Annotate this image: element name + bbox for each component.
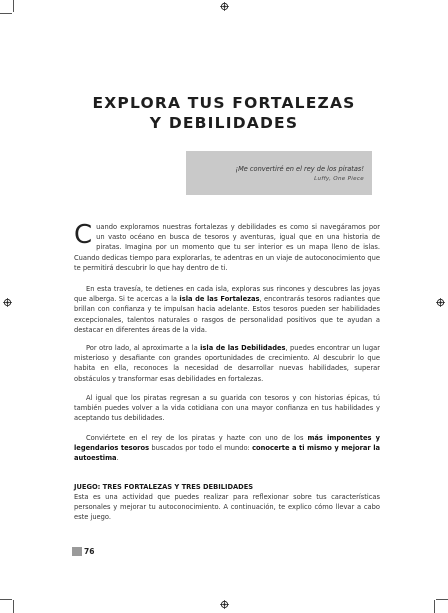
paragraph-5-text-b: buscados por todo el mundo: [149, 444, 253, 453]
crop-mark-bottom-right-h [436, 599, 448, 600]
registration-target-icon [436, 298, 445, 307]
drop-cap: C [74, 220, 93, 250]
paragraph-4 [74, 393, 380, 424]
chapter-title [0, 93, 448, 133]
paragraph-2 [74, 284, 380, 335]
game-heading: JUEGO: TRES FORTALEZAS Y TRES DEBILIDADES [74, 483, 254, 491]
page-number-block [72, 547, 94, 556]
crop-mark-bottom-right-v [434, 600, 435, 613]
crop-mark-top-left-h [0, 13, 12, 14]
registration-target-icon [220, 600, 229, 609]
game-paragraph [74, 492, 380, 523]
paragraph-3-text-b: , puedes encontrar un lugar misterioso y desafiante con grandes oportunidades de crecimiento. Al descubrir lo que habita en ella, reconoces la necesidad de desarrollar nuevas habilidades, superar obstáculos y transformar esas debilidades en fortalezas. [74, 344, 380, 383]
game-text: Esta es una actividad que puedes realizar para reflexionar sobre tus características personales y mejorar tu autoconocimiento. A continuación, te explico cómo llevar a cabo este juego. [74, 493, 380, 522]
paragraph-2-text-b: , encontrarás tesoros radiantes que brillan con confianza y te impulsan hacia adelante. Estos tesoros pueden ser habilidades excepcionales, talentos naturales o rasgos de personalidad positivos que te ayudan a destacar en diferentes áreas de la vida. [74, 295, 380, 334]
paragraph-2-text-a: En esta travesía, te detienes en cada isla, exploras sus rincones y descubres las joyas que alberga. Si te acercas a la [74, 285, 380, 304]
paragraph-1 [74, 222, 380, 273]
chapter-title-line-2: Y DEBILIDADES [149, 114, 299, 132]
paragraph-5-bold-a: más imponentes y legendarios tesoros [74, 434, 380, 453]
epigraph-quote: ¡Me convertiré en el rey de los piratas! [235, 165, 364, 173]
paragraph-1-text: uando exploramos nuestras fortalezas y debilidades es como si navegáramos por un vasto océano en busca de tesoros y aventuras, igual que en una historia de piratas. Imagina por un momento que tu ser interior es un mapa lleno de islas. Cuando dedicas tiempo para explorarlas, te adentras en un viaje de autoconocimiento que te permitirá descubrir lo que hay dentro de ti. [74, 223, 380, 272]
paragraph-5-bold-b: conocerte a ti mismo y mejorar la autoestima [74, 444, 380, 463]
paragraph-3-bold: isla de las Debilidades [200, 344, 286, 352]
registration-target-icon [220, 2, 229, 11]
chapter-title-line-1: EXPLORA TUS FORTALEZAS [92, 94, 356, 112]
paragraph-5-text-c: . [116, 454, 119, 463]
registration-target-icon [3, 298, 12, 307]
crop-mark-top-left-v [13, 0, 14, 12]
paragraph-5-text-a: Conviértete en el rey de los piratas y hazte con uno de los [86, 434, 308, 442]
paragraph-3-text-a: Por otro lado, al aproximarte a la [86, 344, 201, 352]
page-number: 76 [84, 547, 95, 556]
page-number-marker [72, 547, 82, 556]
epigraph-author: Luffy, One Piece [314, 176, 364, 182]
paragraph-4-text: Al igual que los piratas regresan a su guarida con tesoros y con historias épicas, tú también puedes volver a la vida cotidiana con una mayor confianza en tus habilidades y aceptando tus debilidades. [74, 394, 380, 423]
crop-mark-bottom-left-h [0, 599, 12, 600]
paragraph-5 [74, 433, 380, 464]
paragraph-2-bold: isla de las Fortalezas [179, 295, 260, 304]
crop-mark-bottom-left-v [13, 600, 14, 613]
paragraph-3 [74, 343, 380, 384]
epigraph-box [186, 151, 372, 195]
